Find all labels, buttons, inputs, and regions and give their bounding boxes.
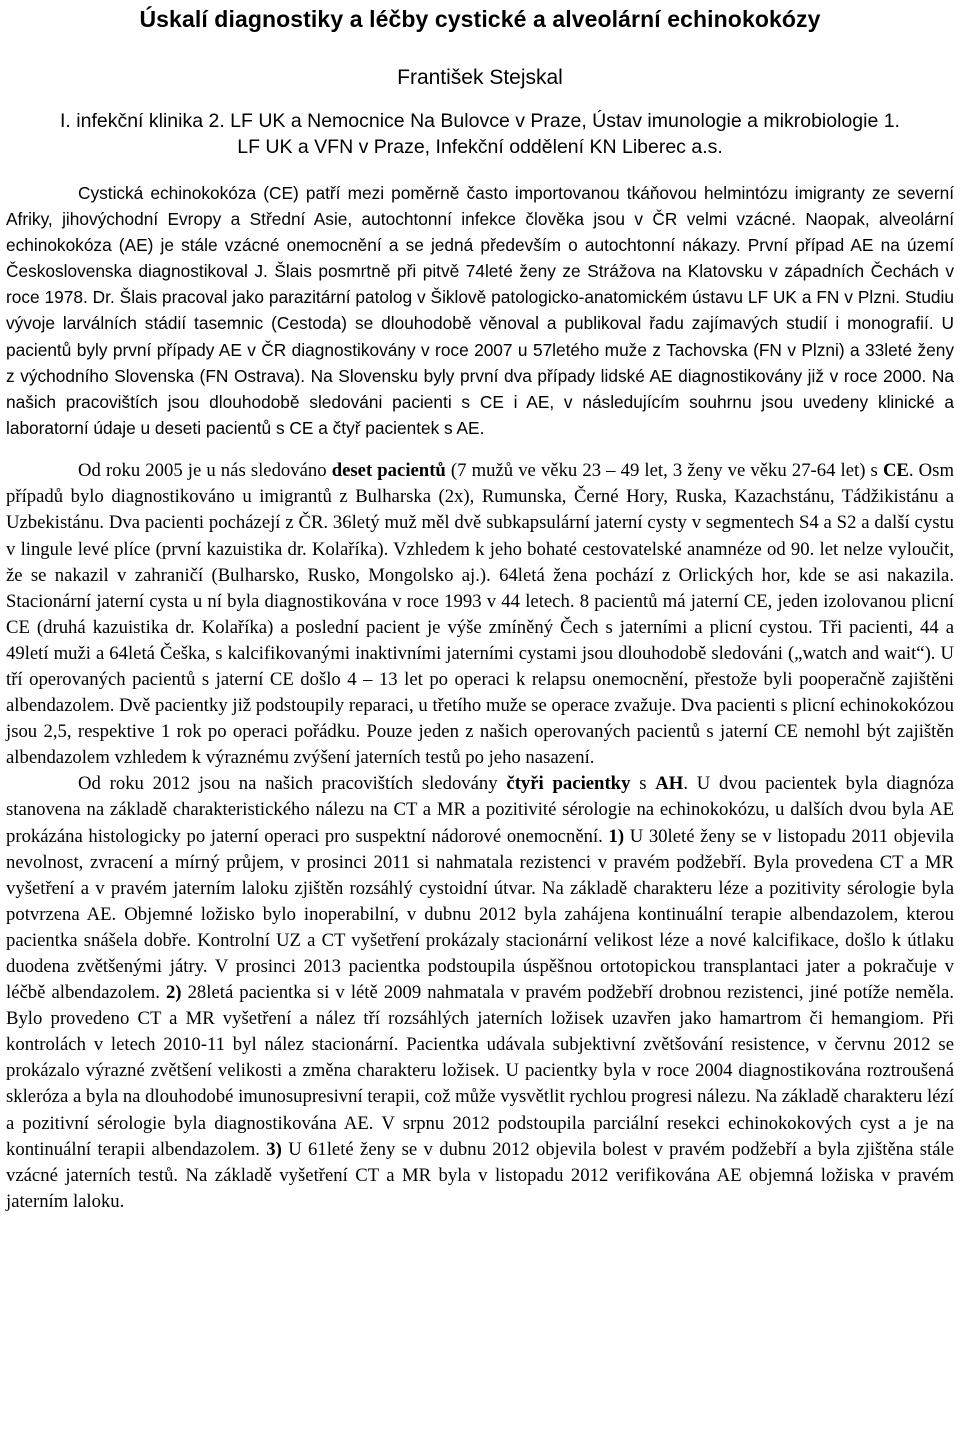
affiliation-line: LF UK a VFN v Praze, Infekční oddělení KN Liberec a.s. <box>237 136 723 158</box>
text-run: . Osm případů bylo diagnostikováno u imigrantů z Bulharska (2x), Rumunska, Černé Hory, Ruska, Kazachstánu, Tádžikistánu a Uzbekistánu. Dva pacienti pocházejí z ČR. 36letý muž měl dvě subkapsulární jaterní cysty v segmentech S4 a S2 a další cystu v lingule levé plíce (první kazuistika dr. Kolaříka). Vzhledem k jeho bohaté cestovatelské anamnéze od 90. let nelze vyloučit, že se nakazil v zahraničí (Bulharsko, Rusko, Mongolsko aj.). 64letá žena pochází z Orlických hor, kde se asi nakazila. Stacionární jaterní cysta u ní byla diagnostikována v roce 1993 v 44 letech. 8 pacientů má jaterní CE, jeden izolovanou plicní CE (druhá kazuistika dr. Kolaříka) a poslední pacient je výše zmíněný Čech s jaterními a plicní cystou. Tři pacienti, 44 a 49letí muži a 64letá Češka, s kalcifikovanými inaktivními jaterními cystami jsou dlouhodobě sledováni („watch and wait“). U tří operovaných pacientů s jaterní CE došlo 4 – 13 let po operaci k relapsu onemocnění, přestože byli pooperačně zajištěni albendazolem. Dvě pacientky již podstoupily reparaci, u třetího muže se operace zvažuje. Dva pacienti s plicní echinokokózou jsou 2,5, respektive 1 rok po operaci pořádku. Pouze jeden z našich operovaných pacientů s jaterní CE nemohl být zajištěn albendazolem vzhledem k výraznému zvýšení jaterních testů po jeho nasazení. <box>6 460 954 769</box>
text-run: Od roku 2005 je u nás sledováno <box>78 460 332 482</box>
bold-text: deset pacientů <box>331 460 446 482</box>
paragraph-ae-patients <box>6 771 954 1215</box>
text-run: U 61leté ženy se v dubnu 2012 objevila bolest v pravém podžebří a byla zjištěna stále vzácné jaterních testů. Na základě vyšetření CT a MR byla v listopadu 2012 verifikována AE objemná ložiska v pravém jaterním laloku. <box>6 1138 954 1212</box>
bold-text: AH <box>655 773 684 795</box>
author-name: František Stejskal <box>397 66 563 89</box>
text-run: Od roku 2012 jsou na našich pracovištích sledovány <box>78 773 507 795</box>
affiliation <box>6 108 954 160</box>
document-title: Úskalí diagnostiky a léčby cystické a alveolární echinokokózy <box>139 6 821 32</box>
case-number: 2) <box>165 982 182 1004</box>
text-run: s <box>630 773 656 795</box>
intro-paragraph: Cystická echinokokóza (CE) patří mezi poměrně často importovanou tkáňovou helmintózu imigranty ze severní Afriky, jihovýchodní Evropy a Střední Asie, autochtonní infekce člověka jsou v ČR velmi vzácné. Naopak, alveolární echinokokóza (AE) je stále vzácné onemocnění a se jedná především o autochtonní nákazy. První případ AE na území Československa diagnostikoval J. Šlais posmrtně při pitvě 74leté ženy ze Strážova na Klatovsku v západních Čechách v roce 1978. Dr. Šlais pracoval jako parazitární patolog v Šiklově patologicko-anatomickém ústavu LF UK a FN v Plzni. Studiu vývoje larválních stádií tasemnic (Cestoda) se dlouhodobě věnoval a publikoval řadu zajímavých studií i monografií. U pacientů byly první případy AE v ČR diagnostikovány v roce 2007 u 57letého muže z Tachovska (FN v Plzni) a 33leté ženy z východního Slovenska (FN Ostrava). Na Slovensku byly první dva případy lidské AE diagnostikovány již v roce 2000. Na našich pracovištích jsou dlouhodobě sledováni pacienti s CE i AE, v následujícím souhrnu jsou uvedeny klinické a laboratorní údaje u deseti pacientů s CE a čtyř pacientek s AE. <box>6 183 954 438</box>
affiliation-line: I. infekční klinika 2. LF UK a Nemocnice Na Bulovce v Praze, Ústav imunologie a mikrobiologie 1. <box>60 110 900 132</box>
bold-text: čtyři pacientky <box>506 773 631 795</box>
paragraph-ce-patients <box>6 458 954 771</box>
text-run: . U dvou pacientek byla diagnóza stanovena na základě charakteristického nálezu na CT a MR a pozitivité sérologie na echinokokózu, u dalších dvou byla AE prokázána histologicky po jaterní operaci pro suspektní nádorové onemocnění. <box>6 773 955 847</box>
text-run: (7 mužů ve věku 23 – 49 let, 3 ženy ve věku 27-64 let) s <box>445 460 883 482</box>
case-number: 3) <box>266 1138 282 1160</box>
text-run: 28letá pacientka si v létě 2009 nahmatala v pravém podžebří drobnou rezistenci, jiné potíže neměla. Bylo provedeno CT a MR vyšetření a nález tří rozsáhlých jaterních ložisek uzavřen jako hamartrom či hemangiom. Při kontrolách v letech 2010-11 byl nález stacionární. Pacientka udávala subjektivní zvětšování resistence, v červnu 2012 se prokázalo výrazné zvětšení velikosti a změna charakteru ložisek. U pacientky byla v roce 2004 diagnostikována roztroušená skleróza a byla na dlouhodobé imunosupresivní terapii, což může vysvětlit rychlou progresi nálezu. Na základě charakteru lézí a pozitivní sérologie byla diagnostikována AE. V srpnu 2012 podstoupila parciální resekci echinokokových cyst a je na kontinuální terapii albendazolem. <box>6 982 955 1160</box>
case-number: 1) <box>608 825 625 847</box>
text-run: U 30leté ženy se v listopadu 2011 objevila nevolnost, zvracení a mírný průjem, v prosinci 2011 si nahmatala rezistenci v pravém podžebří. Byla provedena CT a MR vyšetření a v pravém jaterním laloku zjištěn rozsáhlý cystoidní útvar. Na základě charakteru léze a pozitivity sérologie byla potvrzena AE. Objemné ložisko bylo inoperabilní, v dubnu 2012 byla zahájena kontinuální terapie albendazolem, kterou pacientka snášela dobře. Kontrolní UZ a CT vyšetření prokázaly stacionární velikost léze a nové kalcifikace, došlo k útlaku duodena zvětšenými játry. V prosinci 2013 pacientka podstoupila úspěšnou ortotopickou transplantaci jater a pokračuje v léčbě albendazolem. <box>6 825 954 1004</box>
bold-text: CE <box>882 460 909 482</box>
